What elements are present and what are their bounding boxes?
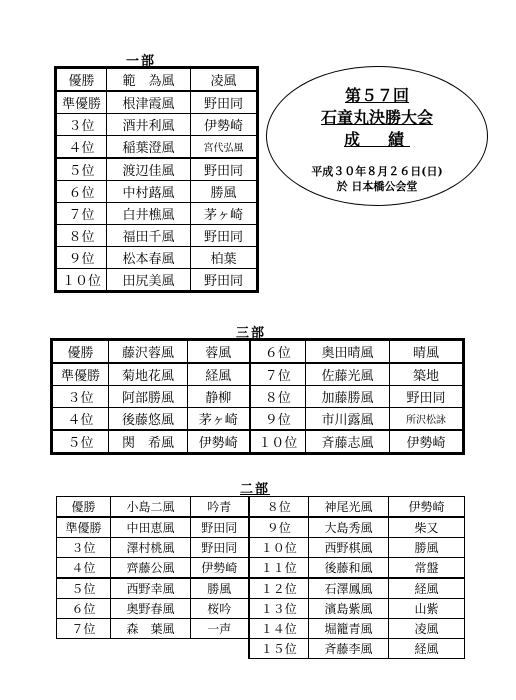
name-cell: 小島二風 [111,497,191,518]
rank-cell: ６位 [250,341,306,364]
club-cell: 野田同 [191,158,257,181]
club-cell: 茅ヶ崎 [188,408,250,431]
club-cell: 経風 [188,363,250,386]
rank-cell: ９位 [250,408,306,431]
sanbu-results-table [52,340,463,453]
name-cell: 範 為風 [107,69,191,92]
club-cell: 凌風 [389,619,465,639]
club-cell: 伊勢崎 [191,558,249,579]
table-row [57,269,257,291]
rank-cell: ４位 [57,136,107,159]
rank-cell: ５位 [57,578,111,599]
name-cell: 斉藤志風 [306,430,390,453]
table-row [57,538,465,558]
name-cell: 中村蕗風 [107,181,191,203]
club-cell: 宮代弘風 [191,136,257,159]
club-cell: 凌風 [191,69,257,92]
table-row [53,363,463,386]
name-cell: 酒井利風 [107,114,191,136]
rank-cell: １０位 [250,430,306,453]
name-cell: 中田恵風 [111,517,191,538]
club-cell: 野田同 [191,517,249,538]
club-cell: 一声 [191,619,249,639]
name-cell: 斉藤李風 [309,639,389,659]
name-cell: 石澤鳳風 [309,578,389,599]
name-cell: 藤沢蓉風 [109,341,188,364]
club-cell: 経風 [389,578,465,599]
table-row [57,158,257,181]
club-cell: 茅ヶ崎 [191,203,257,225]
table-row [57,619,465,639]
name-cell: 堀籠青風 [309,619,389,639]
table-row [57,91,257,114]
name-cell [111,639,191,659]
rank-cell: 優勝 [57,69,107,92]
rank-cell: 優勝 [53,341,109,364]
table-row [57,136,257,159]
rank-cell: ６位 [57,599,111,619]
club-cell: 野田同 [191,269,257,291]
name-cell: 後藤悠風 [109,408,188,431]
table-row [53,386,463,408]
rank-cell: ７位 [57,619,111,639]
name-cell: 佐藤光風 [306,363,390,386]
club-cell: 桜吟 [191,599,249,619]
name-cell: 根津霞風 [107,91,191,114]
club-cell [191,639,249,659]
table-row [57,599,465,619]
rank-cell: ９位 [249,517,309,538]
rank-cell: ４位 [57,558,111,579]
name-cell: 田尻美風 [107,269,191,291]
rank-cell: 準優勝 [57,91,107,114]
rank-cell: ８位 [249,497,309,518]
club-cell: 吟青 [191,497,249,518]
table-row [57,517,465,538]
table-row [57,225,257,247]
club-cell: 柴又 [389,517,465,538]
ichibu-title: 一部 [126,54,157,69]
table-row [57,558,465,579]
ichibu-results-table [56,68,257,291]
club-cell: 経風 [389,639,465,659]
club-cell: 勝風 [191,181,257,203]
club-cell: 柏葉 [191,247,257,269]
table-row [57,578,465,599]
club-cell: 伊勢崎 [191,114,257,136]
name-cell: 森 葉風 [111,619,191,639]
table-row [57,203,257,225]
table-row [53,430,463,453]
rank-cell: 優勝 [57,497,111,518]
name-cell: 福田千風 [107,225,191,247]
rank-cell: ３位 [53,386,109,408]
rank-cell: １５位 [249,639,309,659]
club-cell: 蓉風 [188,341,250,364]
rank-cell: ６位 [57,181,107,203]
name-cell: 澤村桃風 [111,538,191,558]
name-cell: 後藤和風 [309,558,389,579]
club-cell: 勝風 [191,578,249,599]
event-venue: 於 日本橋公会堂 [336,180,418,193]
name-cell: 加藤勝風 [306,386,390,408]
table-row [57,497,465,518]
rank-cell: ４位 [53,408,109,431]
table-row [53,341,463,364]
name-cell: 関 希風 [109,430,188,453]
rank-cell: ５位 [53,430,109,453]
table-row [57,114,257,136]
rank-cell: ９位 [57,247,107,269]
rank-cell [57,639,111,659]
rank-cell: 準優勝 [57,517,111,538]
rank-cell: ３位 [57,114,107,136]
rank-cell: １２位 [249,578,309,599]
name-cell: 白井樵風 [107,203,191,225]
name-cell: 西野棋風 [309,538,389,558]
rank-cell: ３位 [57,538,111,558]
name-cell: 渡辺佳風 [107,158,191,181]
rank-cell: １４位 [249,619,309,639]
club-cell: 伊勢崎 [390,430,463,453]
event-name: 石童丸決勝大会 [320,108,433,127]
club-cell: 伊勢崎 [389,497,465,518]
sanbu-title: 三部 [236,326,267,341]
name-cell: 齊藤公風 [111,558,191,579]
name-cell: 菊地花風 [109,363,188,386]
event-info-oval [266,66,488,206]
club-cell: 野田同 [191,538,249,558]
rank-cell: ５位 [57,158,107,181]
name-cell: 大島秀風 [309,517,389,538]
club-cell: 静柳 [188,386,250,408]
name-cell: 阿部勝風 [109,386,188,408]
name-cell: 松本春風 [107,247,191,269]
event-edition: 第５７回 [344,86,409,105]
rank-cell: 準優勝 [53,363,109,386]
rank-cell: ８位 [57,225,107,247]
name-cell: 市川露風 [306,408,390,431]
name-cell: 奥田晴風 [306,341,390,364]
event-results-heading: 成 績 [343,130,410,149]
rank-cell: ７位 [57,203,107,225]
club-cell: 勝風 [389,538,465,558]
club-cell: 山紫 [389,599,465,619]
event-date: 平成３０年８月２６日(日) [311,165,443,178]
club-cell: 野田同 [191,91,257,114]
rank-cell: １０位 [57,269,107,291]
club-cell: 築地 [390,363,463,386]
name-cell: 西野幸風 [111,578,191,599]
rank-cell: １０位 [249,538,309,558]
table-row [57,639,465,659]
rank-cell: １１位 [249,558,309,579]
table-row [57,181,257,203]
name-cell: 稲葉澄風 [107,136,191,159]
table-row [57,69,257,92]
club-cell: 伊勢崎 [188,430,250,453]
club-cell: 晴風 [390,341,463,364]
table-row [53,408,463,431]
club-cell: 野田同 [390,386,463,408]
club-cell: 野田同 [191,225,257,247]
name-cell: 奥野春風 [111,599,191,619]
rank-cell: ８位 [250,386,306,408]
rank-cell: ７位 [250,363,306,386]
name-cell: 神尾光風 [309,497,389,518]
table-row [57,247,257,269]
club-cell: 所沢松詠 [390,408,463,431]
name-cell: 濱島紫風 [309,599,389,619]
rank-cell: １３位 [249,599,309,619]
nibu-title: 二部 [240,482,271,497]
club-cell: 常盤 [389,558,465,579]
nibu-results-table [56,496,465,659]
